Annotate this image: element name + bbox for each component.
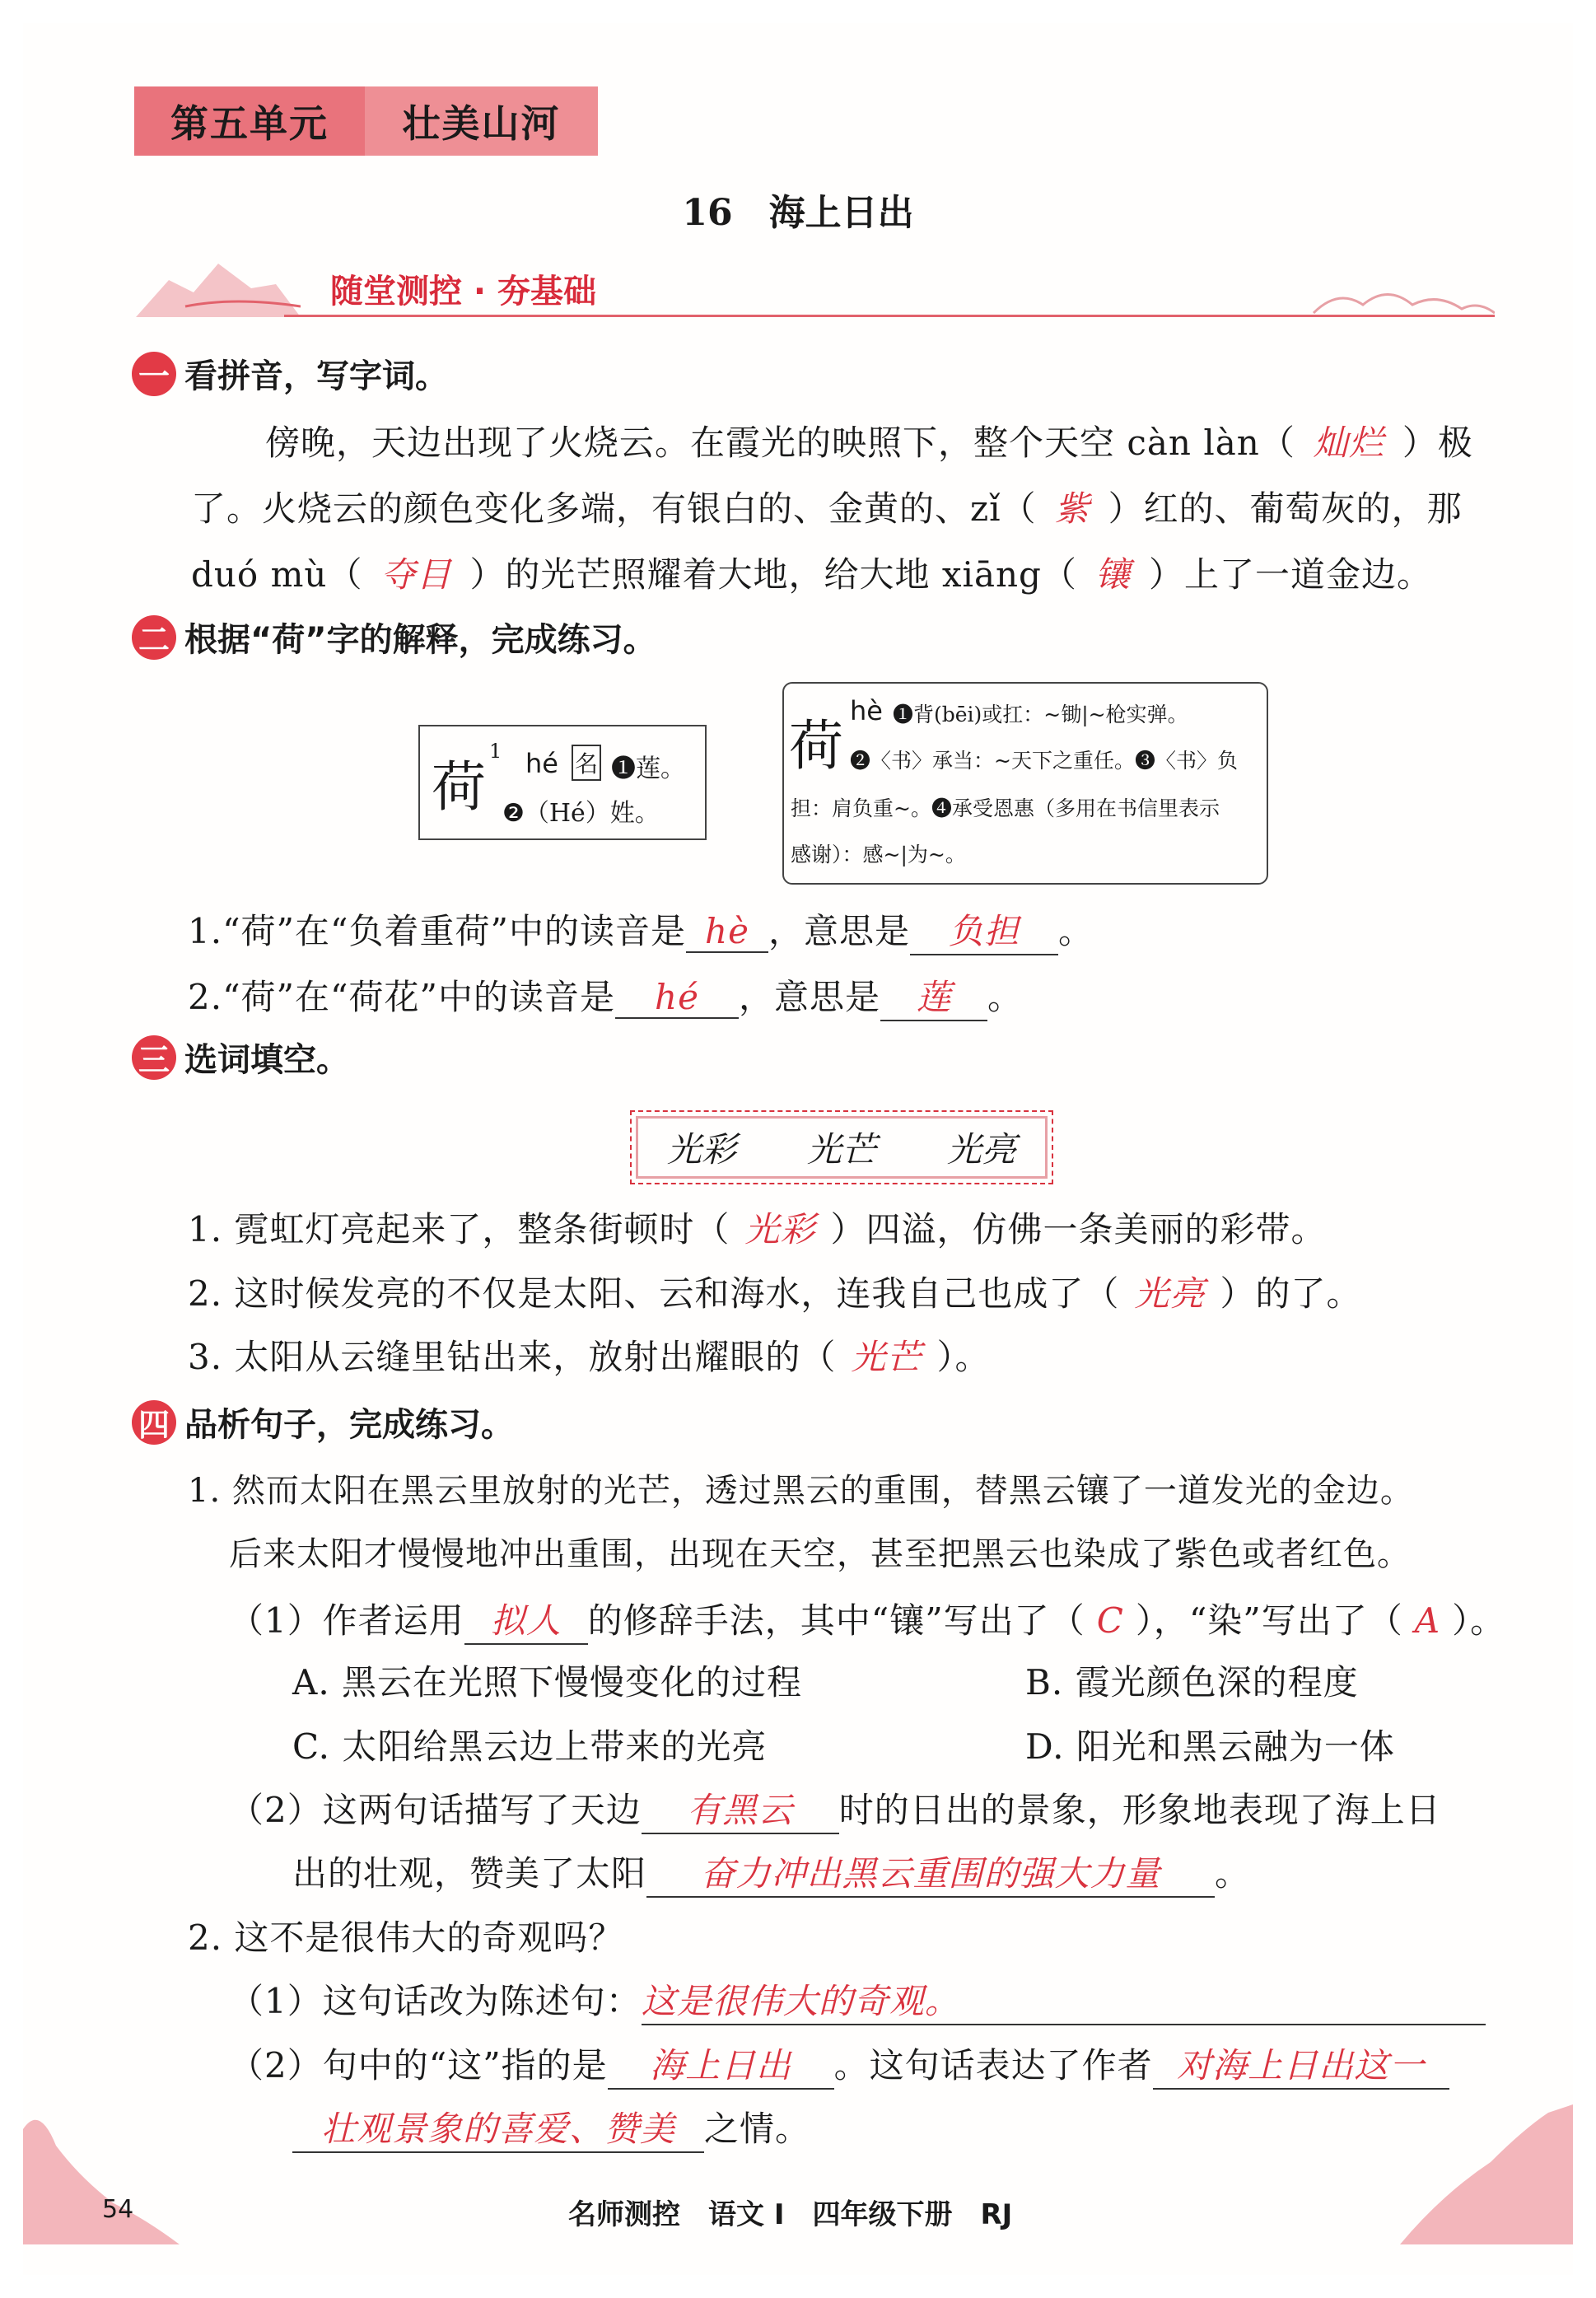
question-3-heading <box>132 1034 349 1081</box>
question-title: 品析句子，完成练习。 <box>184 1406 514 1444</box>
entry-tag: 名 <box>572 745 601 781</box>
q2-item-2 <box>188 970 1023 1021</box>
answer: hè <box>705 911 749 951</box>
text: ），“染”写出了（ <box>1135 1600 1403 1641</box>
entry-def-2: ❷（Hé）姓。 <box>502 799 660 828</box>
text: ）的光芒照耀着大地，给大地 xiāng（ <box>469 554 1077 595</box>
q3-item-2 <box>188 1267 1361 1316</box>
text: ）四溢，仿佛一条美丽的彩带。 <box>830 1209 1327 1249</box>
answer: 灿烂 <box>1313 423 1384 463</box>
entry-def-line-1: ❶背(bēi)或扛：~锄|~枪实弹。 <box>893 703 1188 726</box>
mountain-right-decoration-icon <box>1400 2096 1573 2244</box>
answer: A <box>1414 1600 1441 1641</box>
question-number: 三 <box>132 1035 176 1080</box>
text: ）上了一道金边。 <box>1148 554 1432 595</box>
text: 1. 霓虹灯亮起来了，整条街顿时（ <box>188 1209 730 1249</box>
question-1-heading <box>132 350 448 397</box>
option-b: B. 霞光颜色深的程度 <box>1025 1662 1359 1702</box>
q4-passage-line-1: 1. 然而太阳在黑云里放射的光芒，透过黑云的重围，替黑云镶了一道发光的金边。 <box>188 1472 1414 1510</box>
text: 之情。 <box>704 2109 811 2149</box>
section-bar <box>136 255 1495 321</box>
answer: 有黑云 <box>687 1790 794 1830</box>
dictionary-entry-he4 <box>782 682 1268 885</box>
option-c: C. 太阳给黑云边上带来的光亮 <box>292 1726 768 1767</box>
text: （2）句中的“这”指的是 <box>229 2045 608 2085</box>
unit-badge <box>134 86 598 156</box>
text: 2. 这时候发亮的不仅是太阳、云和海水，连我自己也成了（ <box>188 1273 1120 1314</box>
entry-def-line-2: ❷〈书〉承当：~天下之重任。❸〈书〉负 <box>850 749 1238 773</box>
text: 1.“荷”在“负着重荷”中的读音是 <box>188 911 686 951</box>
entry-char: 荷 <box>789 714 843 778</box>
q3-item-3 <box>188 1330 990 1380</box>
entry-sup: 1 <box>489 740 502 763</box>
footer <box>0 2187 1596 2244</box>
q4-sub-3 <box>229 1974 1486 2025</box>
mountain-decoration-icon <box>136 255 301 317</box>
text: 3. 太阳从云缝里钻出来，放射出耀眼的（ <box>188 1337 837 1377</box>
text: 时的日出的景象，形象地表现了海上日 <box>838 1790 1441 1830</box>
q4-passage-line-2: 后来太阳才慢慢地冲出重围，出现在天空，甚至把黑云也染成了紫色或者红色。 <box>229 1535 1411 1573</box>
unit-theme: 壮美山河 <box>402 101 561 146</box>
question-title: 选词填空。 <box>184 1041 349 1079</box>
q4-sub-4-line-2 <box>292 2102 810 2153</box>
answer: 夺目 <box>380 554 452 595</box>
text: 。 <box>1215 1853 1251 1894</box>
answer: 拟人 <box>490 1600 562 1641</box>
text: ）极 <box>1402 423 1473 463</box>
answer: C <box>1096 1600 1124 1641</box>
text: ）。 <box>1452 1600 1506 1641</box>
answer: 壮观景象的喜爱、赞美 <box>320 2109 675 2149</box>
answer: 光亮 <box>1134 1273 1206 1314</box>
option-a: A. 黑云在光照下慢慢变化的过程 <box>292 1662 803 1702</box>
question-title: 根据“荷”字的解释，完成练习。 <box>184 621 656 659</box>
cloud-decoration-icon <box>1305 280 1495 317</box>
answer: 光芒 <box>851 1337 922 1377</box>
entry-def-line-4: 感谢）：感~|为~。 <box>791 843 966 866</box>
answer: 奋力冲出黑云重围的强大力量 <box>700 1853 1161 1894</box>
question-title: 看拼音，写字词。 <box>184 357 448 395</box>
word-option: 光彩 <box>666 1129 736 1170</box>
text: （1）作者运用 <box>229 1600 464 1641</box>
text: duó mù（ <box>191 554 363 595</box>
text: ）的了。 <box>1220 1273 1362 1314</box>
text: 。 <box>987 977 1023 1017</box>
mountain-left-decoration-icon <box>23 2096 180 2244</box>
text: ）。 <box>936 1337 991 1377</box>
q4-sub-2-line-1 <box>229 1783 1441 1834</box>
q4-sub-4-line-1 <box>229 2039 1449 2090</box>
word-choice-box <box>630 1110 1053 1184</box>
page-number: 54 <box>102 2195 134 2224</box>
answer: hé <box>655 977 699 1017</box>
entry-pinyin: hé <box>525 748 558 779</box>
answer: 海上日出 <box>650 2045 792 2085</box>
q1-line-1 <box>265 416 1473 465</box>
book-title: 名师测控 语文 Ⅰ 四年级下册 RJ <box>568 2198 1013 2231</box>
question-number: 二 <box>132 615 176 660</box>
question-4-heading <box>132 1399 514 1446</box>
q4-sub-1 <box>229 1594 1505 1645</box>
entry-def-1: ❶莲。 <box>611 754 685 783</box>
text: 2.“荷”在“荷花”中的读音是 <box>188 977 615 1017</box>
entry-def-line-3: 担：肩负重~。❹承受恩惠（多用在书信里表示 <box>791 796 1220 820</box>
text: 。 <box>1057 911 1094 951</box>
text: （1）这句话改为陈述句： <box>229 1981 642 2021</box>
text: （2）这两句话描写了天边 <box>229 1790 642 1830</box>
answer: 负担 <box>948 911 1020 951</box>
question-number: 四 <box>132 1400 176 1445</box>
q2-item-1 <box>188 904 1094 955</box>
question-number: 一 <box>132 352 176 396</box>
option-d: D. 阳光和黑云融为一体 <box>1025 1726 1395 1767</box>
text: ，意思是 <box>768 911 910 951</box>
word-option: 光亮 <box>946 1129 1016 1170</box>
section-label: 随堂测控 · 夯基础 <box>330 273 597 311</box>
text: 。这句话表达了作者 <box>833 2045 1153 2085</box>
answer: 镶 <box>1094 554 1131 595</box>
answer: 对海上日出这一 <box>1177 2045 1426 2085</box>
text: ）红的、葡萄灰的，那 <box>1108 488 1463 529</box>
answer: 这是很伟大的奇观。 <box>641 1981 960 2021</box>
q1-line-3 <box>191 548 1432 597</box>
text: 出的壮观，赞美了太阳 <box>292 1853 647 1894</box>
unit-label: 第五单元 <box>134 86 365 156</box>
q1-line-2 <box>191 482 1463 531</box>
answer: 莲 <box>916 977 952 1017</box>
entry-pinyin: hè <box>850 695 883 726</box>
q4-sub-2-line-2 <box>292 1847 1250 1898</box>
text: 的修辞手法，其中“镶”写出了（ <box>587 1600 1085 1641</box>
question-2-heading <box>132 614 656 661</box>
q3-item-1 <box>188 1203 1326 1252</box>
entry-char: 荷 <box>432 755 486 819</box>
text: 傍晚，天边出现了火烧云。在霞光的映照下，整个天空 càn làn（ <box>265 423 1295 463</box>
q4-passage-2: 2. 这不是很伟大的奇观吗？ <box>188 1917 624 1958</box>
word-option: 光芒 <box>806 1129 876 1170</box>
answer: 光彩 <box>744 1209 816 1249</box>
text: 了。火烧云的颜色变化多端，有银白的、金黄的、zǐ（ <box>191 488 1037 529</box>
dictionary-entry-he1 <box>418 725 707 840</box>
answer: 紫 <box>1054 488 1090 529</box>
text: ，意思是 <box>738 977 880 1017</box>
lesson-title: 16 海上日出 <box>682 192 914 234</box>
